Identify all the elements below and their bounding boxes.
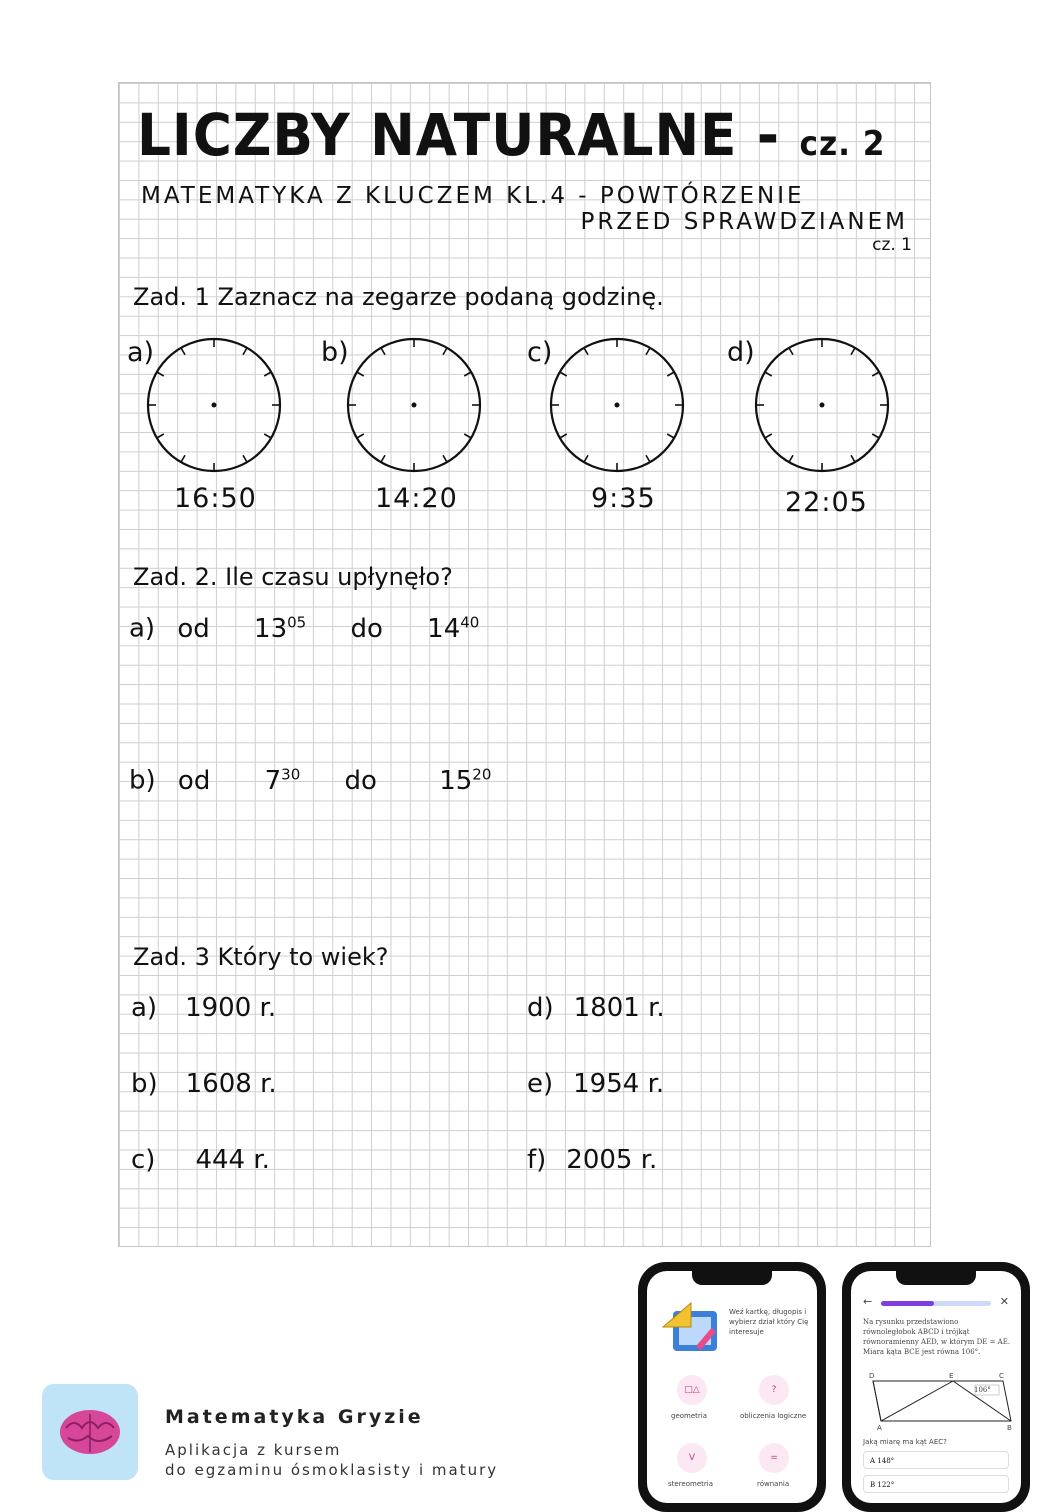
clock-tick	[157, 372, 164, 376]
brand-name: Matematyka Gryzie	[165, 1406, 424, 1428]
stereometry-icon[interactable]: V	[677, 1443, 707, 1473]
vertex-A: A	[877, 1424, 882, 1432]
brand-description: Aplikacja z kursem do egzaminu ósmoklasisty i matury	[165, 1441, 499, 1479]
task3-item-c: c) 444 r.	[131, 1145, 270, 1175]
clock-center-dot	[212, 403, 217, 408]
clock-tick	[872, 434, 879, 438]
clock-tick	[381, 455, 385, 462]
phone-mockup-question	[842, 1262, 1030, 1512]
clock-tick	[872, 372, 879, 376]
phone-notch	[896, 1271, 976, 1285]
geometry-icon[interactable]: □△	[677, 1375, 707, 1405]
clock-tick	[789, 455, 793, 462]
phone-screen-question	[851, 1271, 1021, 1503]
vertex-D: D	[869, 1372, 875, 1380]
worksheet-subtitle-line2: PRZED SPRAWDZIANEM	[580, 209, 908, 235]
category-stereometry[interactable]: stereometria	[668, 1480, 713, 1488]
brain-icon	[42, 1384, 138, 1480]
question-prompt: Jaką miarę ma kąt AEC?	[863, 1438, 947, 1446]
worksheet	[118, 82, 931, 1247]
clock-tick	[851, 455, 855, 462]
category-geometry[interactable]: geometria	[671, 1412, 708, 1420]
clock-tick	[381, 348, 385, 355]
clock-tick	[464, 372, 471, 376]
app-logo	[42, 1384, 138, 1480]
task1-time-c: 9:35	[591, 483, 656, 514]
clock-tick	[243, 455, 247, 462]
task2-heading: Zad. 2. Ile czasu upłynęło?	[133, 563, 453, 591]
parallelogram-figure	[863, 1371, 1013, 1431]
clock-tick	[243, 348, 247, 355]
task3-item-a: a) 1900 r.	[131, 993, 277, 1023]
categories-intro: Weź kartkę, długopis i wybierz dział który Cię interesuje	[729, 1308, 809, 1336]
task1-time-d: 22:05	[785, 487, 868, 518]
task1-time-b: 14:20	[375, 483, 458, 514]
task1-label-d: d)	[727, 337, 755, 368]
clock-tick	[646, 455, 650, 462]
angle-label: 106°	[974, 1386, 991, 1394]
vertex-C: C	[999, 1372, 1004, 1380]
progress-fill	[881, 1301, 934, 1306]
clock-tick	[357, 434, 364, 438]
clock-face-b[interactable]	[344, 335, 484, 475]
clock-tick	[584, 348, 588, 355]
task3-item-f: f) 2005 r.	[527, 1145, 658, 1175]
task1-time-a: 16:50	[174, 483, 257, 514]
vertex-B: B	[1007, 1424, 1012, 1432]
task1-label-c: c)	[527, 337, 553, 368]
phone-screen-categories	[647, 1271, 817, 1503]
clock-center-dot	[820, 403, 825, 408]
worksheet-subtitle: MATEMATYKA Z KLUCZEM KL.4 - POWTÓRZENIE	[141, 183, 805, 209]
task3-heading: Zad. 3 Który to wiek?	[133, 943, 389, 971]
task1-label-b: b)	[321, 337, 349, 368]
clock-tick	[789, 348, 793, 355]
clock-tick	[851, 348, 855, 355]
clock-tick	[357, 372, 364, 376]
clock-tick	[443, 348, 447, 355]
clock-face-a[interactable]	[144, 335, 284, 475]
category-equations[interactable]: równania	[757, 1480, 790, 1488]
clock-face-d[interactable]	[752, 335, 892, 475]
clock-tick	[667, 434, 674, 438]
clock-tick	[667, 372, 674, 376]
clock-center-dot	[615, 403, 620, 408]
worksheet-part: cz. 1	[872, 235, 912, 255]
close-icon[interactable]: ✕	[999, 1295, 1009, 1308]
tablet-ruler-icon	[657, 1297, 727, 1357]
question-text: Na rysunku przedstawiono równoległobok ABCD i trójkąt równoramienny AED, w którym DE = AE. Miara kąta BCE jest równa 106°.	[863, 1318, 1011, 1356]
task3-item-e: e) 1954 r.	[527, 1069, 665, 1099]
clock-tick	[560, 434, 567, 438]
clock-tick	[765, 434, 772, 438]
task1-heading: Zad. 1 Zaznacz na zegarze podaną godzinę.	[133, 283, 664, 311]
clock-face-c[interactable]	[547, 335, 687, 475]
task2-item-a: a) od $13^{05}$ do $14^{40}$	[129, 613, 480, 644]
clock-tick	[584, 455, 588, 462]
clock-tick	[464, 434, 471, 438]
clock-tick	[560, 372, 567, 376]
back-arrow-icon[interactable]: ←	[863, 1295, 873, 1308]
equations-icon[interactable]: =	[759, 1443, 789, 1473]
clock-tick	[264, 434, 271, 438]
phone-mockup-categories	[638, 1262, 826, 1512]
clock-tick	[264, 372, 271, 376]
question-progress-bar	[881, 1301, 991, 1306]
task1-label-a: a)	[127, 337, 155, 368]
clock-tick	[443, 455, 447, 462]
task3-item-b: b) 1608 r.	[131, 1069, 277, 1099]
task2-item-b: b) od $7^{30}$ do $15^{20}$	[129, 765, 492, 796]
clock-tick	[181, 348, 185, 355]
clock-tick	[157, 434, 164, 438]
category-logic[interactable]: obliczenia logiczne	[740, 1412, 807, 1420]
answer-option-b[interactable]: B 122°	[863, 1475, 1009, 1493]
clock-tick	[765, 372, 772, 376]
clock-center-dot	[412, 403, 417, 408]
clock-tick	[646, 348, 650, 355]
clock-tick	[181, 455, 185, 462]
task3-item-d: d) 1801 r.	[527, 993, 665, 1023]
phone-notch	[692, 1271, 772, 1285]
worksheet-title: LICZBY NATURALNE - cz. 2	[137, 101, 886, 169]
logic-icon[interactable]: ?	[759, 1375, 789, 1405]
answer-option-a[interactable]: A 148°	[863, 1451, 1009, 1469]
vertex-E: E	[949, 1372, 954, 1380]
